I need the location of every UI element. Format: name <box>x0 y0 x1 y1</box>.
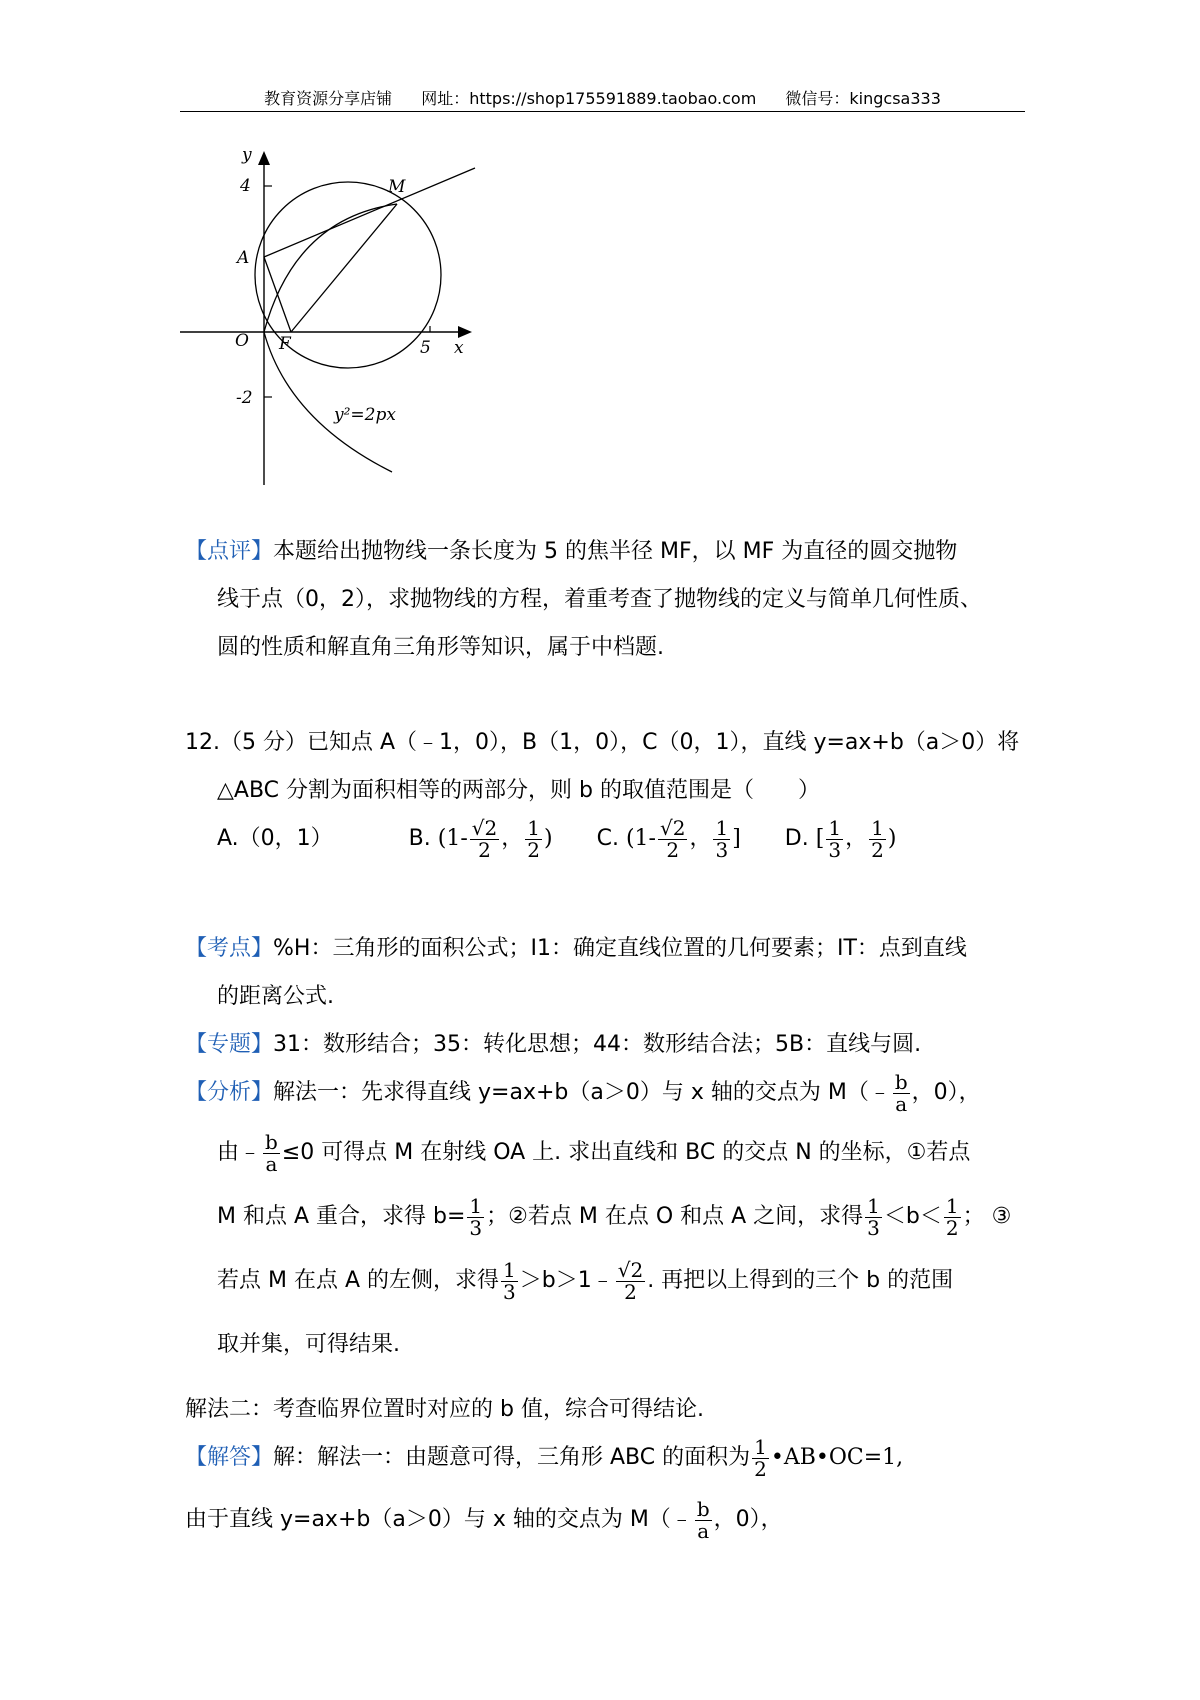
kaodian-line2: 的距离公式. <box>217 984 334 1009</box>
wechat-id: 微信号：kingcsa333 <box>785 89 941 108</box>
label-O: O <box>235 331 249 351</box>
kaodian-line1: %H：三角形的面积公式；I1：确定直线位置的几何要素；IT：点到直线 <box>273 936 967 961</box>
label-y: y <box>242 150 252 165</box>
label-M: M <box>388 177 406 197</box>
label-A: A <box>237 248 250 268</box>
label-4: 4 <box>240 176 251 196</box>
label-m2: -2 <box>236 388 253 408</box>
jieda-tag: 【解答】 <box>185 1445 274 1470</box>
kaodian-tag: 【考点】 <box>185 936 274 961</box>
jiefa2-text: 解法二：考查临界位置时对应的 b 值，综合可得结论. <box>185 1397 704 1422</box>
option-a: A.（0，1） <box>217 826 333 851</box>
fenxi-line5: 取并集，可得结果. <box>217 1332 400 1357</box>
question-line1: 12.（5 分）已知点 A（﹣1，0），B（1，0），C（0，1），直线 y=ax+b（a＞0）将 <box>185 730 1020 755</box>
question-12 <box>185 719 1030 873</box>
question-options <box>185 815 1030 873</box>
review-line2: 线于点（0，2），求抛物线的方程，着重考查了抛物线的定义与简单几何性质、 <box>217 587 982 612</box>
label-parabola: y²=2px <box>334 405 396 425</box>
question-line2: △ABC 分割为面积相等的两部分，则 b 的取值范围是（ ） <box>217 778 820 803</box>
fenxi-block: 【分析】解法一：先求得直线 y=ax+b（a＞0）与 x 轴的交点为 M（﹣ $\frac{b}{a}$ ，0）， 由﹣ $\frac{b}{a}$ ≤0 可得点 M 在射线 OA 上. 求出直线和 BC 的交点 N 的坐标，①若点 M 和点 A 重合，求得 b= $\frac{1}{3}$ ；②若点 M 在点 O 和点 A 之间，求得 $\frac{1}{3}$ ＜b＜ $\frac{1}{2}$ ； ③ 若点 M 在点 A 的左侧，求得 $\frac{1}{3}$ ＞b＞1﹣ $\frac{√2}{2}$ . 再把以上得到的三个 b 的范围 取并集，可得结果. <box>185 1069 1030 1369</box>
line-am-extended <box>264 168 475 257</box>
zhuanti-text: 31：数形结合；35：转化思想；44：数形结合法；5B：直线与圆. <box>273 1032 922 1057</box>
review-tag: 【点评】 <box>185 539 274 564</box>
fenxi-tag: 【分析】 <box>185 1080 274 1105</box>
option-d: D. [ $\frac{1}{3}$ ， $\frac{1}{2}$ ) <box>784 815 897 862</box>
page-header <box>180 86 1025 112</box>
label-F: F <box>279 334 291 354</box>
jiefa2-block <box>185 1386 1030 1434</box>
segment-af <box>264 257 291 332</box>
kaodian-block <box>185 925 1030 1021</box>
zhuanti-block <box>185 1021 1030 1069</box>
y-axis-arrow <box>258 151 270 165</box>
review-line3: 圆的性质和解直角三角形等知识，属于中档题. <box>217 635 664 660</box>
parabola-circle-figure <box>180 150 520 520</box>
label-5: 5 <box>420 338 431 358</box>
review-block <box>185 528 1030 672</box>
jieda-block: 【解答】解：解法一：由题意可得，三角形 ABC 的面积为 $\frac{1}{2}$ •AB•OC=1, 由于直线 y=ax+b（a＞0）与 x 轴的交点为 M（﹣ $\frac{b}{a}$ ，0）， <box>185 1434 904 1543</box>
review-line1: 本题给出抛物线一条长度为 5 的焦半径 MF，以 MF 为直径的圆交抛物 <box>273 539 958 564</box>
zhuanti-tag: 【专题】 <box>185 1032 274 1057</box>
shop-name: 教育资源分享店铺 <box>264 89 393 108</box>
label-x: x <box>454 338 464 358</box>
option-c: C. (1- $\frac{√2}{2}$ ， $\frac{1}{3}$ ] <box>596 815 741 862</box>
x-axis-arrow <box>458 326 472 338</box>
header-divider <box>180 111 1025 112</box>
option-b: B. (1- $\frac{√2}{2}$ ， $\frac{1}{2}$ ) <box>408 815 553 862</box>
shop-url: 网址：https://shop175591889.taobao.com <box>421 89 757 108</box>
